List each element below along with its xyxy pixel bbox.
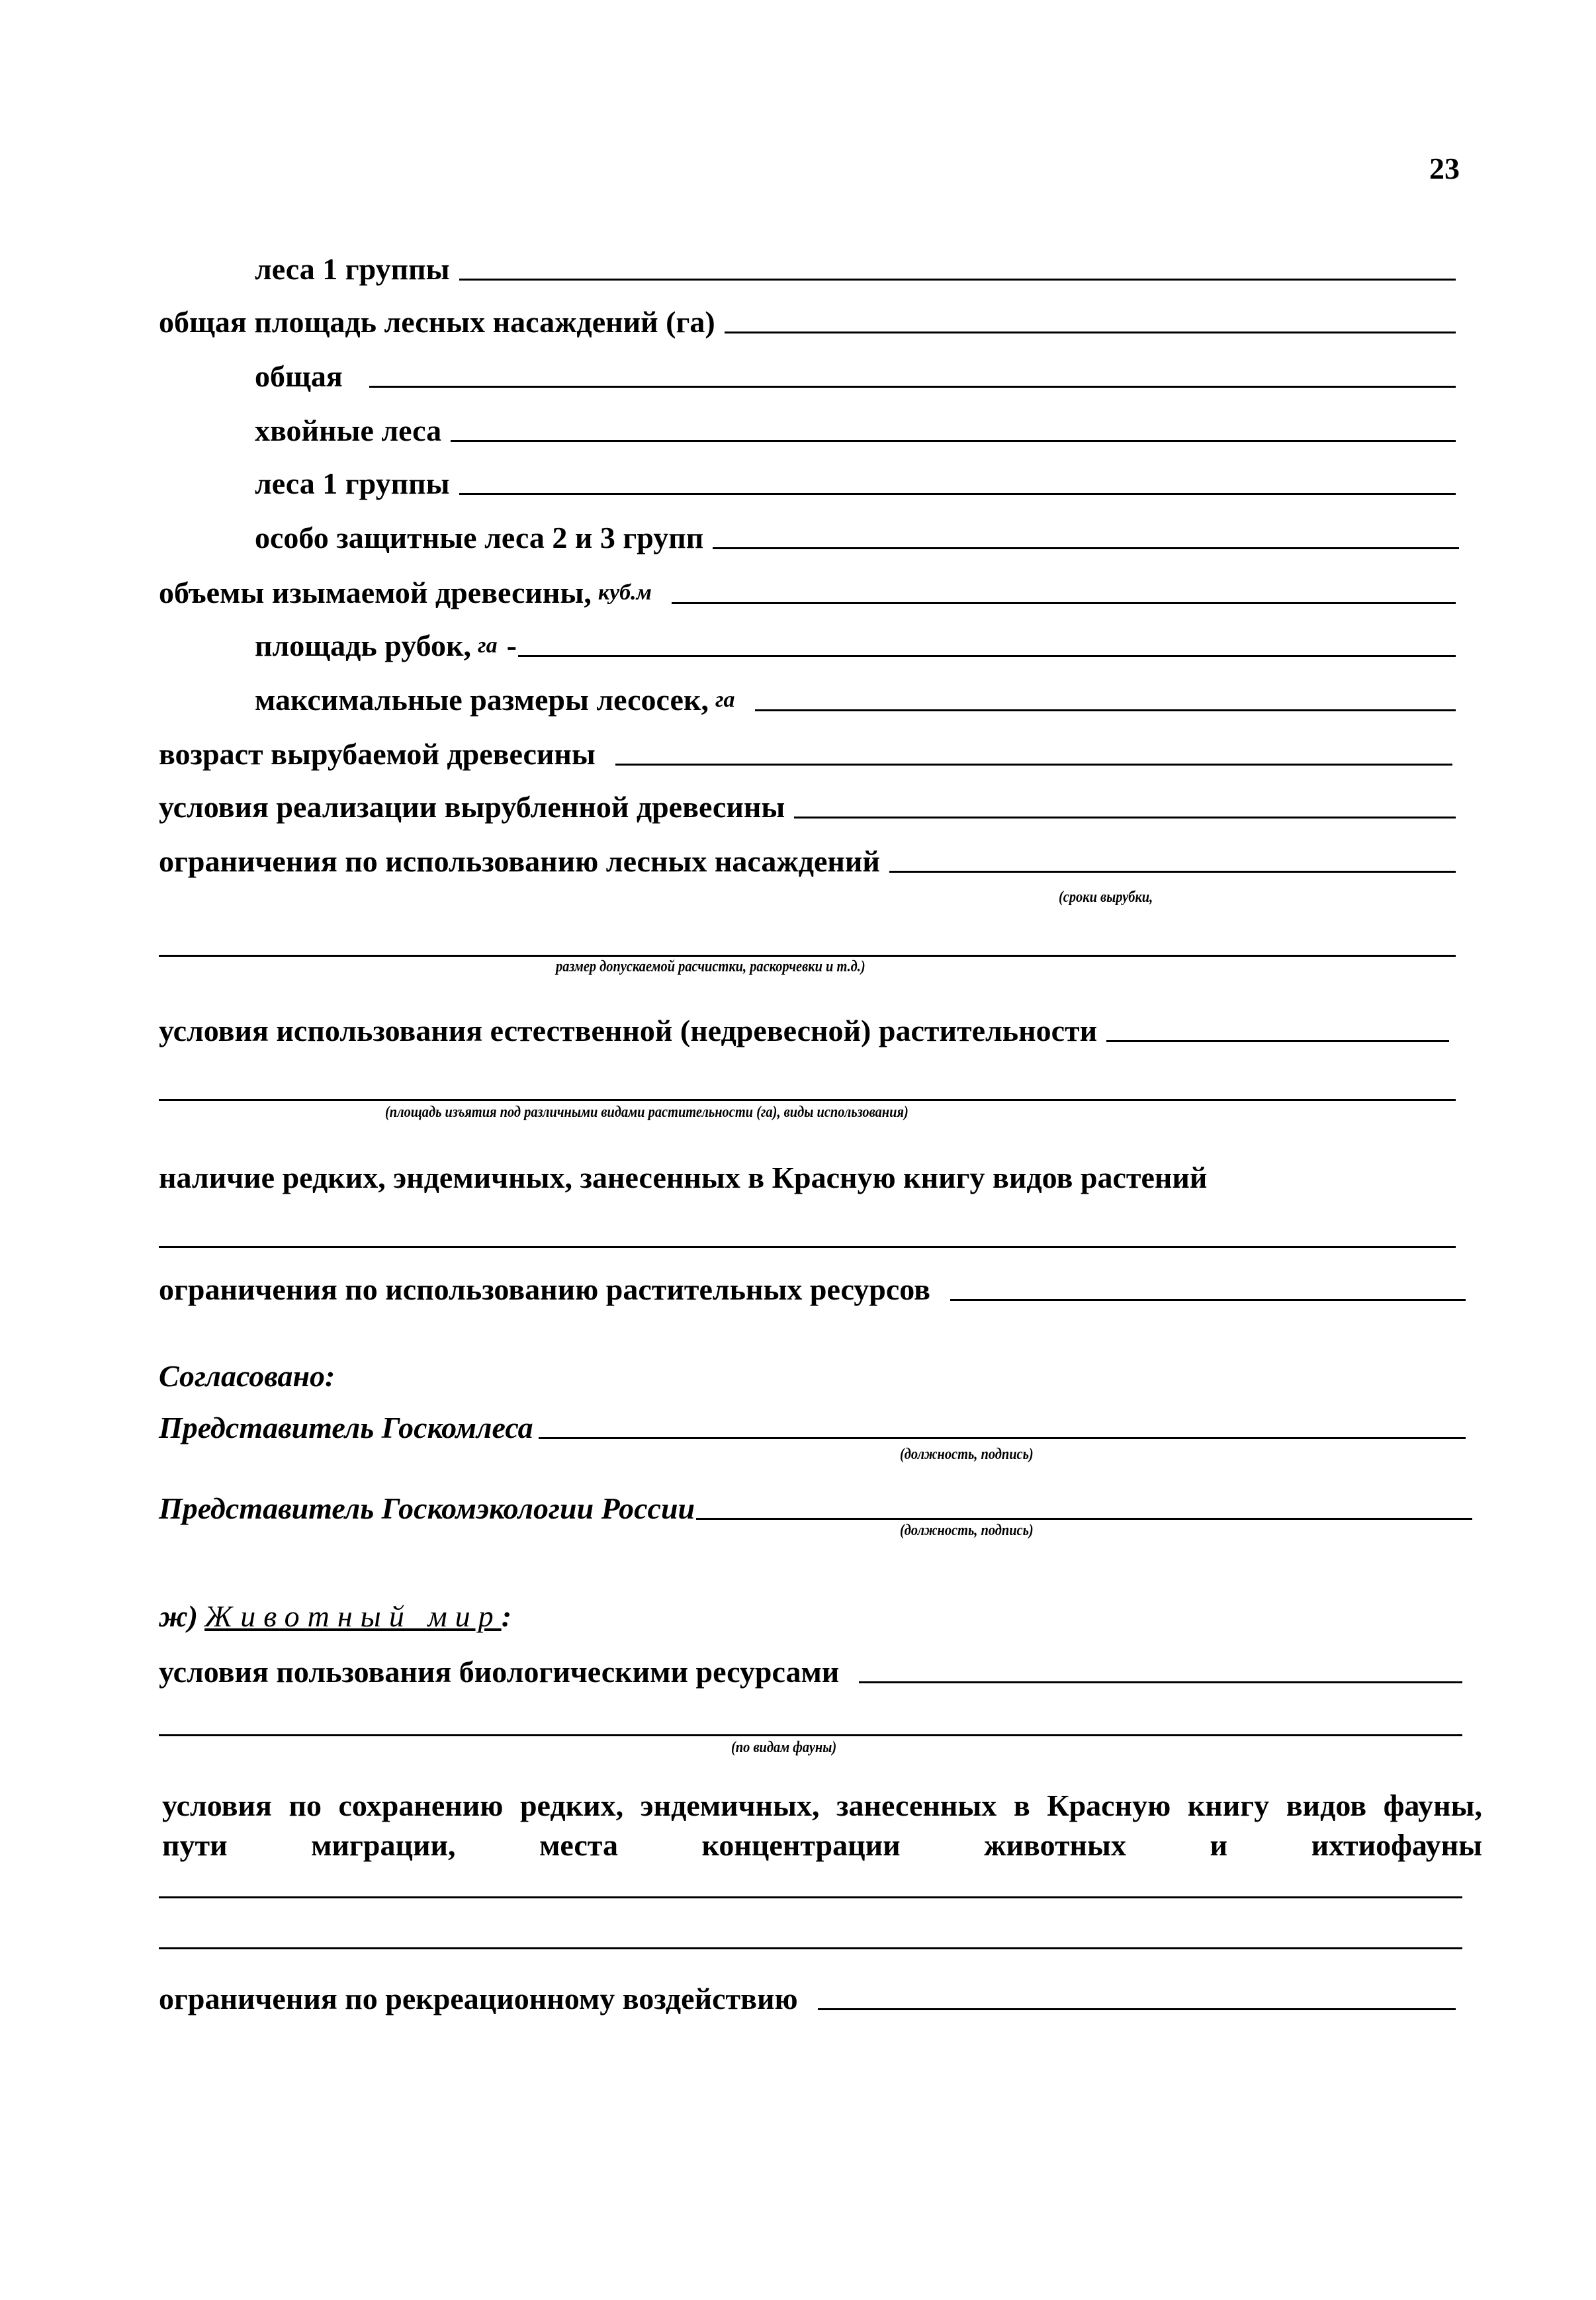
field-label: максимальные размеры лесосек, — [255, 683, 709, 717]
field-label: Представитель Госкомлеса — [159, 1411, 533, 1444]
blank-line[interactable] — [672, 602, 1456, 604]
field-timber-sale[interactable] — [159, 783, 1456, 824]
blank-line[interactable] — [159, 1099, 1456, 1101]
blank-line[interactable] — [794, 817, 1456, 818]
caption: (по видам фауны) — [731, 1739, 837, 1756]
field-label: Представитель Госкомэкологии России — [159, 1491, 695, 1525]
blank-line[interactable] — [859, 1681, 1462, 1683]
field-label: условия реализации вырубленной древесины — [159, 790, 785, 824]
approval-title — [159, 1352, 335, 1393]
section-marker: ж) — [159, 1599, 199, 1633]
blank-line[interactable] — [889, 871, 1456, 873]
blank-line[interactable] — [159, 1896, 1462, 1898]
field-rare-plants-label — [159, 1153, 1207, 1194]
field-label: возраст вырубаемой древесины — [159, 737, 596, 771]
blank-line[interactable] — [818, 2008, 1456, 2010]
field-timber-age[interactable] — [159, 730, 1452, 771]
blank-line[interactable] — [725, 332, 1456, 333]
signature-line[interactable] — [696, 1518, 1472, 1520]
fauna-conservation-line1: условия по сохранению редких, эндемичных, занесенных в Красную книгу видов фауны, — [162, 1789, 1482, 1822]
field-label: общая площадь лесных насаждений (га) — [159, 305, 715, 339]
caption: (должность, подпись) — [900, 1446, 1034, 1463]
unit-label: куб.м — [598, 580, 652, 605]
field-label: объемы изымаемой древесины, — [159, 576, 592, 609]
field-label: особо защитные леса 2 и 3 групп — [255, 521, 704, 554]
signature-line[interactable] — [539, 1437, 1466, 1439]
field-label: условия пользования биологическими ресурсами — [159, 1655, 840, 1689]
field-conifer[interactable] — [255, 406, 1456, 447]
blank-line[interactable] — [159, 1734, 1462, 1736]
unit-label: га — [478, 633, 498, 658]
unit-label: га — [715, 687, 735, 712]
approval-heading: Согласовано: — [159, 1359, 335, 1393]
field-label: ограничения по использованию растительных ресурсов — [159, 1272, 930, 1306]
caption: размер допускаемой расчистки, раскорчевки и т.д.) — [556, 958, 865, 975]
field-label: площадь рубок, — [255, 629, 472, 662]
field-bio-resources[interactable] — [159, 1648, 1462, 1689]
field-max-plot-size[interactable] — [255, 676, 1456, 717]
field-rep-goskomles[interactable] — [159, 1403, 1466, 1444]
blank-line[interactable] — [459, 493, 1456, 495]
field-recreation-restrictions[interactable] — [159, 1974, 1456, 2015]
blank-line[interactable] — [755, 709, 1456, 711]
fauna-conservation-line2: пути миграции, места концентрации животных и ихтиофауны — [162, 1828, 1482, 1862]
section-title: Животный мир — [204, 1599, 502, 1633]
field-label: общая — [255, 359, 343, 393]
field-label: леса 1 группы — [255, 252, 450, 286]
caption: (площадь изъятия под различными видами растительности (га), виды использования) — [385, 1104, 909, 1121]
field-timber-volume[interactable] — [159, 568, 1456, 609]
field-plant-resources[interactable] — [159, 1265, 1466, 1306]
blank-line[interactable] — [369, 386, 1456, 388]
blank-line[interactable] — [459, 279, 1456, 281]
field-label: хвойные леса — [255, 414, 442, 447]
field-rep-goskomekologii[interactable] — [159, 1484, 1472, 1525]
field-cutting-area[interactable] — [255, 621, 1456, 662]
blank-line[interactable] — [159, 1947, 1462, 1949]
field-total-forest-area[interactable] — [159, 298, 1456, 339]
dash: - — [506, 629, 517, 662]
caption: (сроки вырубки, — [1059, 889, 1153, 906]
blank-line[interactable] — [159, 955, 1456, 957]
fauna-heading — [159, 1592, 511, 1633]
field-protective-forest[interactable] — [255, 513, 1459, 554]
field-forest-group1-b[interactable] — [255, 459, 1456, 500]
field-label: леса 1 группы — [255, 466, 450, 500]
blank-line[interactable] — [1106, 1040, 1449, 1042]
blank-line[interactable] — [615, 764, 1452, 766]
blank-line[interactable] — [950, 1299, 1466, 1301]
field-label: наличие редких, эндемичных, занесенных в Красную книгу видов растений — [159, 1161, 1208, 1194]
field-label: ограничения по рекреационному воздействию — [159, 1982, 798, 2015]
page-number: 23 — [1429, 152, 1460, 185]
field-nonwood-vegetation[interactable] — [159, 1006, 1449, 1047]
colon: : — [501, 1599, 512, 1633]
blank-line[interactable] — [159, 1246, 1456, 1248]
field-label: ограничения по использованию лесных насаждений — [159, 844, 880, 878]
field-total[interactable] — [255, 352, 1456, 393]
field-forest-restrictions[interactable] — [159, 837, 1456, 878]
blank-line[interactable] — [518, 655, 1456, 657]
field-forest-group1[interactable] — [255, 245, 1456, 286]
blank-line[interactable] — [713, 547, 1459, 549]
field-label: условия использования естественной (недревесной) растительности — [159, 1014, 1098, 1047]
blank-line[interactable] — [451, 440, 1456, 442]
caption: (должность, подпись) — [900, 1522, 1034, 1539]
